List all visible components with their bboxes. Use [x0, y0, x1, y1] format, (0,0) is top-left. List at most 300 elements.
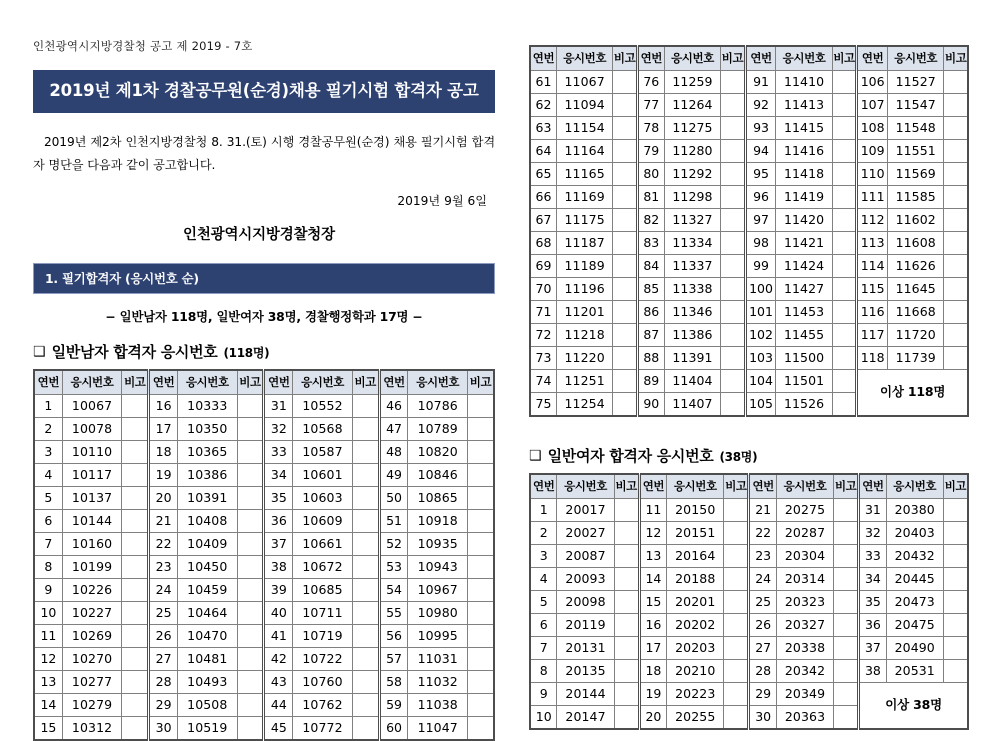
cell-note [724, 591, 749, 614]
cell-seq: 78 [637, 117, 664, 140]
table-row [530, 301, 968, 324]
cell-exam-number: 11739 [887, 347, 943, 370]
cell-note [122, 510, 149, 533]
table-row [530, 499, 968, 522]
cell-seq: 3 [530, 545, 557, 568]
column-header-exam_no: 응시번호 [293, 370, 353, 395]
female-table-heading-label: 일반여자 합격자 응시번호 [547, 447, 714, 465]
cell-exam-number: 10685 [293, 579, 353, 602]
cell-seq: 34 [264, 464, 293, 487]
cell-exam-number: 11501 [776, 370, 832, 393]
table-row [34, 487, 494, 510]
cell-note [721, 232, 745, 255]
cell-exam-number: 11187 [556, 232, 612, 255]
cell-exam-number: 11608 [887, 232, 943, 255]
cell-note [613, 301, 637, 324]
cell-exam-number: 10493 [178, 671, 238, 694]
total-count-cell: 이상 38명 [859, 683, 968, 730]
cell-seq: 85 [637, 278, 664, 301]
column-header-note: 비고 [237, 370, 264, 395]
cell-seq: 22 [749, 522, 776, 545]
cell-note [943, 545, 968, 568]
cell-exam-number: 10587 [293, 441, 353, 464]
cell-seq: 110 [857, 163, 888, 186]
cell-note [352, 418, 379, 441]
cell-note [122, 464, 149, 487]
cell-exam-number: 10117 [62, 464, 122, 487]
cell-exam-number: 20304 [776, 545, 833, 568]
cell-exam-number: 20473 [886, 591, 943, 614]
cell-seq: 40 [264, 602, 293, 625]
cell-note [614, 568, 639, 591]
cell-exam-number: 11386 [664, 324, 720, 347]
cell-seq: 112 [857, 209, 888, 232]
cell-exam-number: 10820 [408, 441, 468, 464]
cell-exam-number: 20135 [557, 660, 614, 683]
cell-note [237, 418, 264, 441]
column-header-exam_no: 응시번호 [667, 474, 724, 499]
cell-seq: 80 [637, 163, 664, 186]
cell-seq: 61 [530, 71, 556, 94]
cell-note [614, 637, 639, 660]
cell-seq: 27 [149, 648, 178, 671]
cell-note [834, 522, 859, 545]
table-row [530, 255, 968, 278]
column-header-exam_no: 응시번호 [664, 46, 720, 71]
cell-exam-number: 10464 [178, 602, 238, 625]
cell-note [832, 278, 856, 301]
cell-note [944, 71, 968, 94]
female-passers-table [529, 473, 969, 730]
column-header-exam_no: 응시번호 [556, 46, 612, 71]
table-row [34, 418, 494, 441]
cell-seq: 70 [530, 278, 556, 301]
cell-seq: 43 [264, 671, 293, 694]
cell-seq: 88 [637, 347, 664, 370]
cell-seq: 62 [530, 94, 556, 117]
column-header-seq: 연번 [639, 474, 666, 499]
cell-seq: 54 [379, 579, 408, 602]
cell-note [613, 71, 637, 94]
cell-seq: 92 [745, 94, 776, 117]
cell-exam-number: 11169 [556, 186, 612, 209]
cell-note [613, 278, 637, 301]
cell-exam-number: 11031 [408, 648, 468, 671]
cell-note [467, 602, 494, 625]
cell-note [122, 487, 149, 510]
cell-note [832, 301, 856, 324]
cell-exam-number: 20314 [776, 568, 833, 591]
cell-note [721, 117, 745, 140]
bullet-square-icon: ❑ [529, 448, 542, 464]
male-passers-table-part1 [33, 369, 495, 741]
cell-seq: 76 [637, 71, 664, 94]
cell-note [352, 556, 379, 579]
female-block [529, 445, 969, 730]
bullet-square-icon: ❑ [33, 344, 46, 361]
cell-note [613, 393, 637, 417]
cell-note [832, 232, 856, 255]
column-header-seq: 연번 [749, 474, 776, 499]
cell-note [834, 591, 859, 614]
cell-note [613, 94, 637, 117]
cell-exam-number: 11094 [556, 94, 612, 117]
table-row [530, 637, 968, 660]
cell-note [724, 637, 749, 660]
cell-note [613, 163, 637, 186]
cell-exam-number: 20144 [557, 683, 614, 706]
cell-note [721, 301, 745, 324]
cell-exam-number: 20275 [776, 499, 833, 522]
cell-exam-number: 10719 [293, 625, 353, 648]
cell-exam-number: 11067 [556, 71, 612, 94]
cell-seq: 36 [859, 614, 886, 637]
cell-exam-number: 20445 [886, 568, 943, 591]
cell-seq: 115 [857, 278, 888, 301]
cell-note [237, 556, 264, 579]
cell-exam-number: 20432 [886, 545, 943, 568]
cell-seq: 66 [530, 186, 556, 209]
cell-exam-number: 11548 [887, 117, 943, 140]
cell-exam-number: 20027 [557, 522, 614, 545]
cell-exam-number: 11547 [887, 94, 943, 117]
column-header-seq: 연번 [149, 370, 178, 395]
cell-exam-number: 11427 [776, 278, 832, 301]
column-header-note: 비고 [122, 370, 149, 395]
column-header-seq: 연번 [857, 46, 888, 71]
cell-seq: 38 [264, 556, 293, 579]
cell-note [122, 671, 149, 694]
cell-exam-number: 10078 [62, 418, 122, 441]
cell-note [832, 140, 856, 163]
cell-exam-number: 10227 [62, 602, 122, 625]
cell-seq: 32 [859, 522, 886, 545]
cell-exam-number: 11337 [664, 255, 720, 278]
column-header-note: 비고 [724, 474, 749, 499]
cell-note [614, 522, 639, 545]
cell-exam-number: 11218 [556, 324, 612, 347]
cell-exam-number: 11327 [664, 209, 720, 232]
cell-exam-number: 10661 [293, 533, 353, 556]
cell-note [122, 625, 149, 648]
cell-note [724, 522, 749, 545]
cell-seq: 116 [857, 301, 888, 324]
cell-exam-number: 10350 [178, 418, 238, 441]
table-row [34, 579, 494, 602]
cell-seq: 15 [639, 591, 666, 614]
cell-note [122, 648, 149, 671]
column-header-seq: 연번 [637, 46, 664, 71]
cell-exam-number: 10137 [62, 487, 122, 510]
cell-note [724, 706, 749, 730]
cell-seq: 96 [745, 186, 776, 209]
cell-seq: 4 [530, 568, 557, 591]
column-header-note: 비고 [832, 46, 856, 71]
cell-exam-number: 20531 [886, 660, 943, 683]
cell-note [467, 395, 494, 418]
cell-seq: 35 [264, 487, 293, 510]
cell-seq: 73 [530, 347, 556, 370]
table-row [34, 395, 494, 418]
column-header-seq: 연번 [530, 46, 556, 71]
cell-note [832, 163, 856, 186]
cell-note [237, 395, 264, 418]
column-header-note: 비고 [467, 370, 494, 395]
cell-note [832, 255, 856, 278]
cell-seq: 3 [34, 441, 62, 464]
cell-seq: 7 [530, 637, 557, 660]
column-header-exam_no: 응시번호 [776, 474, 833, 499]
cell-exam-number: 11251 [556, 370, 612, 393]
female-table-heading [529, 445, 969, 466]
cell-seq: 100 [745, 278, 776, 301]
cell-seq: 105 [745, 393, 776, 417]
cell-seq: 67 [530, 209, 556, 232]
cell-exam-number: 10865 [408, 487, 468, 510]
male-table-count-label: (118명) [223, 346, 270, 361]
cell-note [614, 706, 639, 730]
table-row [530, 568, 968, 591]
cell-seq: 81 [637, 186, 664, 209]
cell-note [832, 324, 856, 347]
cell-exam-number: 11668 [887, 301, 943, 324]
cell-note [613, 324, 637, 347]
cell-note [352, 671, 379, 694]
table-row [34, 441, 494, 464]
column-header-note: 비고 [834, 474, 859, 499]
cell-seq: 34 [859, 568, 886, 591]
table-row [530, 591, 968, 614]
cell-seq: 31 [859, 499, 886, 522]
cell-note [467, 533, 494, 556]
cell-note [237, 533, 264, 556]
cell-seq: 9 [34, 579, 62, 602]
cell-seq: 14 [639, 568, 666, 591]
cell-exam-number: 11254 [556, 393, 612, 417]
cell-note [832, 186, 856, 209]
cell-seq: 103 [745, 347, 776, 370]
cell-seq: 25 [749, 591, 776, 614]
table-row [530, 232, 968, 255]
cell-note [834, 637, 859, 660]
cell-exam-number: 11175 [556, 209, 612, 232]
cell-note [724, 568, 749, 591]
cell-exam-number: 10459 [178, 579, 238, 602]
cell-seq: 97 [745, 209, 776, 232]
announcement-date: 2019년 9월 6일 [397, 194, 487, 209]
cell-seq: 22 [149, 533, 178, 556]
cell-note [122, 533, 149, 556]
table-row [530, 660, 968, 683]
cell-note [614, 499, 639, 522]
cell-note [944, 117, 968, 140]
cell-seq: 118 [857, 347, 888, 370]
cell-note [614, 614, 639, 637]
cell-seq: 14 [34, 694, 62, 717]
cell-seq: 38 [859, 660, 886, 683]
cell-seq: 20 [639, 706, 666, 730]
cell-seq: 113 [857, 232, 888, 255]
cell-exam-number: 10772 [293, 717, 353, 741]
cell-seq: 93 [745, 117, 776, 140]
cell-note [122, 556, 149, 579]
column-header-note: 비고 [613, 46, 637, 71]
table-row [530, 370, 968, 393]
cell-seq: 84 [637, 255, 664, 278]
cell-note [721, 278, 745, 301]
cell-seq: 55 [379, 602, 408, 625]
cell-exam-number: 20150 [667, 499, 724, 522]
cell-seq: 75 [530, 393, 556, 417]
announcement-reference: 인천광역시지방경찰청 공고 제 2019 - 7호 [33, 39, 253, 53]
cell-exam-number: 11602 [887, 209, 943, 232]
cell-note [237, 648, 264, 671]
cell-exam-number: 20202 [667, 614, 724, 637]
cell-exam-number: 10391 [178, 487, 238, 510]
cell-note [467, 556, 494, 579]
total-count-cell: 이상 118명 [857, 370, 968, 417]
cell-seq: 89 [637, 370, 664, 393]
cell-seq: 1 [530, 499, 557, 522]
cell-seq: 28 [749, 660, 776, 683]
cell-exam-number: 10199 [62, 556, 122, 579]
right-column [529, 45, 969, 730]
cell-seq: 90 [637, 393, 664, 417]
cell-note [721, 209, 745, 232]
cell-exam-number: 11047 [408, 717, 468, 741]
cell-exam-number: 20403 [886, 522, 943, 545]
cell-seq: 52 [379, 533, 408, 556]
cell-note [943, 614, 968, 637]
cell-seq: 71 [530, 301, 556, 324]
column-header-exam_no: 응시번호 [178, 370, 238, 395]
cell-note [467, 625, 494, 648]
cell-exam-number: 10935 [408, 533, 468, 556]
cell-exam-number: 10277 [62, 671, 122, 694]
summary-note: − 일반남자 118명, 일반여자 38명, 경찰행정학과 17명 − [105, 309, 423, 325]
cell-note [944, 186, 968, 209]
cell-exam-number: 10386 [178, 464, 238, 487]
cell-exam-number: 10672 [293, 556, 353, 579]
column-header-seq: 연번 [379, 370, 408, 395]
cell-seq: 68 [530, 232, 556, 255]
cell-seq: 51 [379, 510, 408, 533]
cell-seq: 64 [530, 140, 556, 163]
cell-exam-number: 20342 [776, 660, 833, 683]
cell-exam-number: 11551 [887, 140, 943, 163]
cell-seq: 98 [745, 232, 776, 255]
cell-note [834, 683, 859, 706]
table-row [34, 556, 494, 579]
table-row [34, 602, 494, 625]
cell-exam-number: 20327 [776, 614, 833, 637]
cell-note [721, 347, 745, 370]
cell-exam-number: 20201 [667, 591, 724, 614]
cell-exam-number: 20323 [776, 591, 833, 614]
cell-exam-number: 10918 [408, 510, 468, 533]
cell-seq: 28 [149, 671, 178, 694]
cell-note [943, 660, 968, 683]
cell-seq: 72 [530, 324, 556, 347]
cell-note [352, 441, 379, 464]
cell-seq: 48 [379, 441, 408, 464]
cell-seq: 30 [149, 717, 178, 741]
cell-seq: 60 [379, 717, 408, 741]
cell-note [237, 464, 264, 487]
cell-exam-number: 11415 [776, 117, 832, 140]
cell-exam-number: 11154 [556, 117, 612, 140]
table-row [530, 163, 968, 186]
cell-seq: 23 [749, 545, 776, 568]
left-column [33, 38, 495, 741]
cell-exam-number: 10144 [62, 510, 122, 533]
cell-exam-number: 20017 [557, 499, 614, 522]
cell-seq: 114 [857, 255, 888, 278]
cell-seq: 58 [379, 671, 408, 694]
cell-note [352, 533, 379, 556]
cell-note [614, 683, 639, 706]
cell-exam-number: 11569 [887, 163, 943, 186]
cell-note [237, 510, 264, 533]
cell-note [237, 579, 264, 602]
cell-note [943, 499, 968, 522]
cell-exam-number: 20349 [776, 683, 833, 706]
cell-exam-number: 10789 [408, 418, 468, 441]
cell-note [832, 209, 856, 232]
cell-note [834, 614, 859, 637]
cell-seq: 9 [530, 683, 557, 706]
cell-note [237, 441, 264, 464]
cell-seq: 104 [745, 370, 776, 393]
cell-seq: 16 [639, 614, 666, 637]
column-header-seq: 연번 [530, 474, 557, 499]
column-header-exam_no: 응시번호 [408, 370, 468, 395]
cell-exam-number: 11346 [664, 301, 720, 324]
cell-exam-number: 20287 [776, 522, 833, 545]
cell-exam-number: 11196 [556, 278, 612, 301]
cell-seq: 102 [745, 324, 776, 347]
cell-exam-number: 11407 [664, 393, 720, 417]
column-header-note: 비고 [614, 474, 639, 499]
cell-seq: 21 [749, 499, 776, 522]
cell-note [467, 487, 494, 510]
table-row [530, 94, 968, 117]
cell-note [834, 568, 859, 591]
cell-note [721, 163, 745, 186]
cell-exam-number: 10711 [293, 602, 353, 625]
cell-seq: 11 [639, 499, 666, 522]
cell-note [724, 683, 749, 706]
cell-exam-number: 11419 [776, 186, 832, 209]
cell-note [943, 568, 968, 591]
cell-exam-number: 11391 [664, 347, 720, 370]
male-passers-table-part2 [529, 45, 969, 417]
cell-note [944, 209, 968, 232]
cell-note [467, 510, 494, 533]
column-header-seq: 연번 [859, 474, 886, 499]
column-header-exam_no: 응시번호 [62, 370, 122, 395]
cell-note [834, 660, 859, 683]
cell-exam-number: 11164 [556, 140, 612, 163]
cell-note [944, 255, 968, 278]
cell-note [352, 625, 379, 648]
cell-note [832, 393, 856, 417]
cell-note [832, 370, 856, 393]
cell-seq: 24 [749, 568, 776, 591]
cell-note [122, 717, 149, 741]
cell-exam-number: 10943 [408, 556, 468, 579]
cell-exam-number: 10160 [62, 533, 122, 556]
